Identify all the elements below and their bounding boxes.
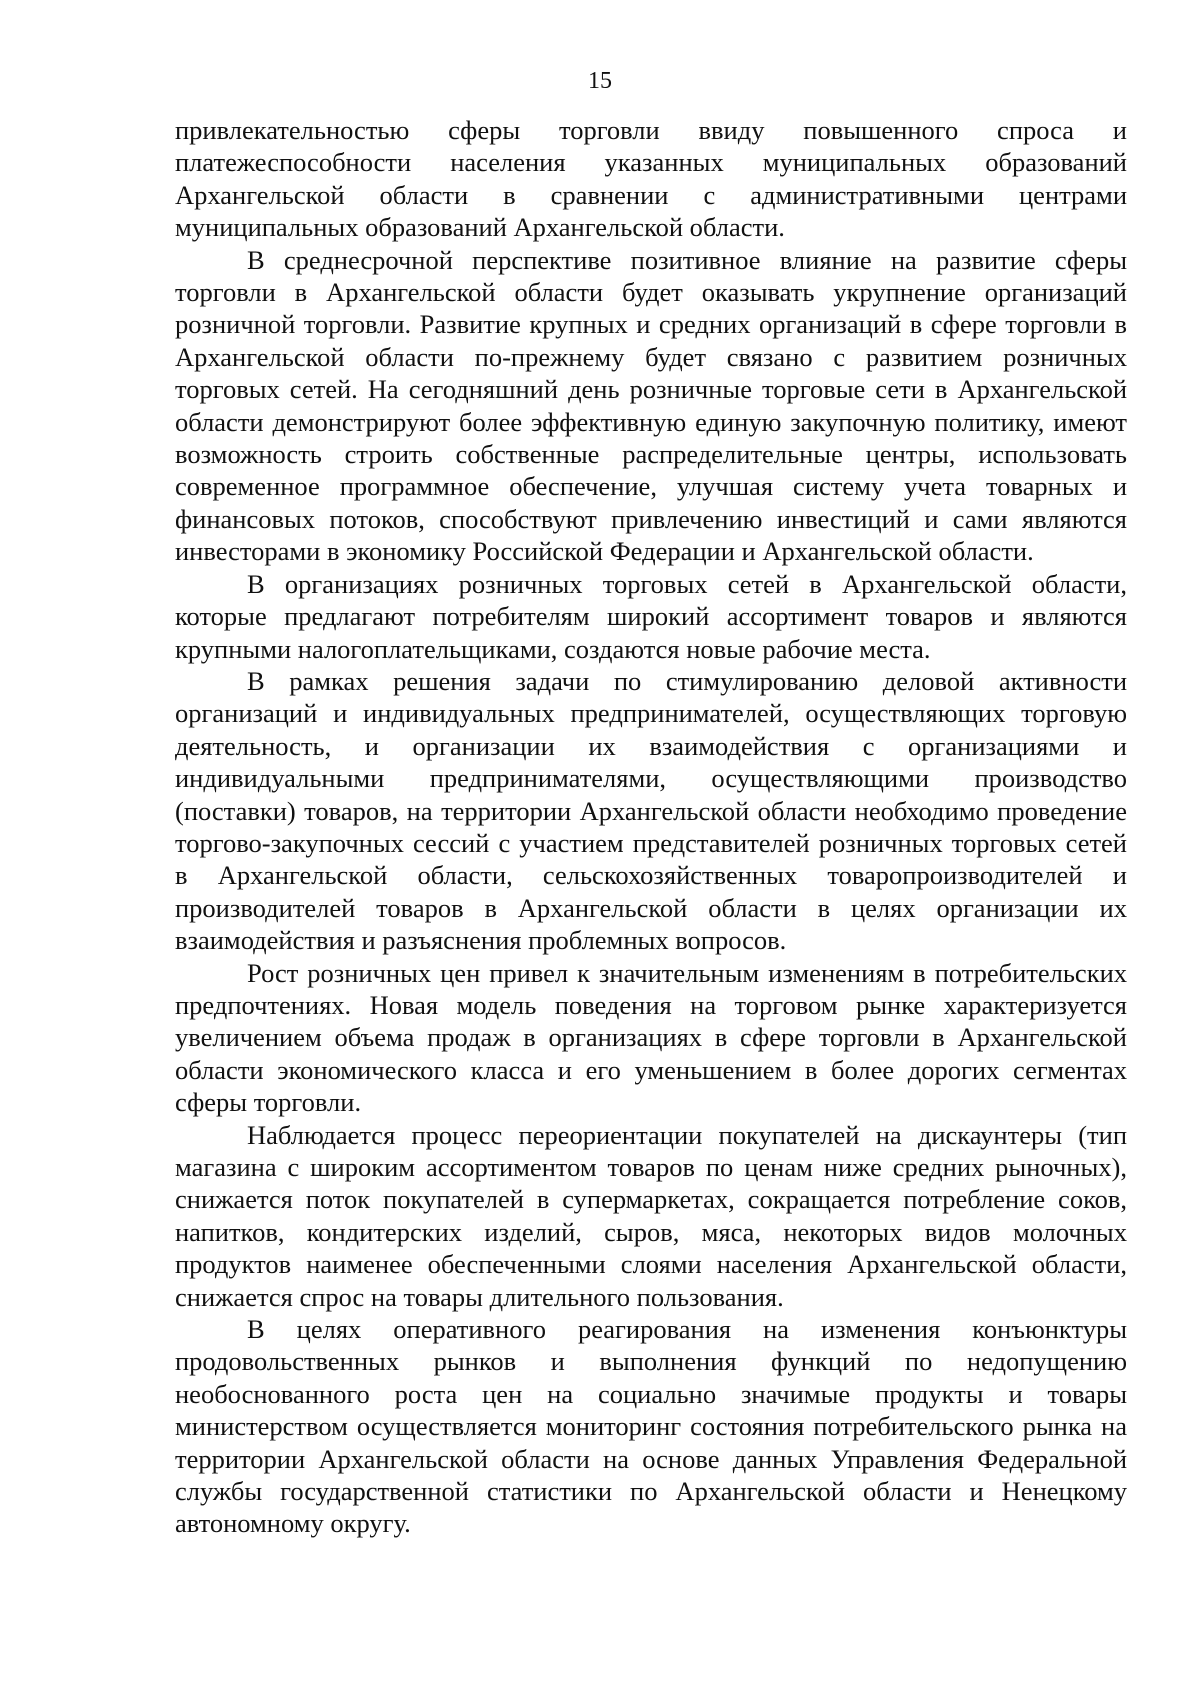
- paragraph: В среднесрочной перспективе позитивное влияние на развитие сферы торговли в Архангельской области будет оказывать укрупнение организаций розничной торговли. Развитие крупных и средних организаций в сфере торговли в Архангельской области по-прежнему будет связано с развитием розничных торговых сетей. На сегодняшний день розничные торговые сети в Архангельской области демонстрируют более эффективную единую закупочную политику, имеют возможность строить собственные распределительные центры, использовать современное программное обеспечение, улучшая систему учета товарных и финансовых потоков, способствуют привлечению инвестиций и сами являются инвесторами в экономику Российской Федерации и Архангельской области.: [175, 244, 1127, 567]
- paragraph: В рамках решения задачи по стимулированию деловой активности организаций и индивидуальных предпринимателей, осуществляющих торговую деятельность, и организации их взаимодействия с организациями и индивидуальными предпринимателями, осуществляющими производство (поставки) товаров, на территории Архангельской области необходимо проведение торгово-закупочных сессий с участием представителей розничных торговых сетей в Архангельской области, сельскохозяйственных товаропроизводителей и производителей товаров в Архангельской области в целях организации их взаимодействия и разъяснения проблемных вопросов.: [175, 665, 1127, 956]
- paragraph: В организациях розничных торговых сетей в Архангельской области, которые предлагают потребителям широкий ассортимент товаров и являются крупными налогоплательщиками, создаются новые рабочие места.: [175, 568, 1127, 664]
- document-body: [175, 114, 1127, 1540]
- paragraph: В целях оперативного реагирования на изменения конъюнктуры продовольственных рынков и выполнения функций по недопущению необоснованного роста цен на социально значимые продукты и товары министерством осуществляется мониторинг состояния потребительского рынка на территории Архангельской области на основе данных Управления Федеральной службы государственной статистики по Архангельской области и Ненецкому автономному округу.: [175, 1314, 1127, 1539]
- page-number: 15: [588, 68, 612, 94]
- paragraph: Рост розничных цен привел к значительным изменениям в потребительских предпочтениях. Новая модель поведения на торговом рынке характеризуется увеличением объема продаж в организациях в сфере торговли в Архангельской области экономического класса и его уменьшением в более дорогих сегментах сферы торговли.: [175, 957, 1127, 1118]
- paragraph-continuation: привлекательностью сферы торговли ввиду повышенного спроса и платежеспособности населения указанных муниципальных образований Архангельской области в сравнении с административными центрами муниципальных образований Архангельской области.: [175, 115, 1127, 243]
- paragraph: Наблюдается процесс переориентации покупателей на дискаунтеры (тип магазина с широким ассортиментом товаров по ценам ниже средних рыночных), снижается поток покупателей в супермаркетах, сокращается потребление соков, напитков, кондитерских изделий, сыров, мяса, некоторых видов молочных продуктов наименее обеспеченными слоями населения Архангельской области, снижается спрос на товары длительного пользования.: [175, 1119, 1127, 1312]
